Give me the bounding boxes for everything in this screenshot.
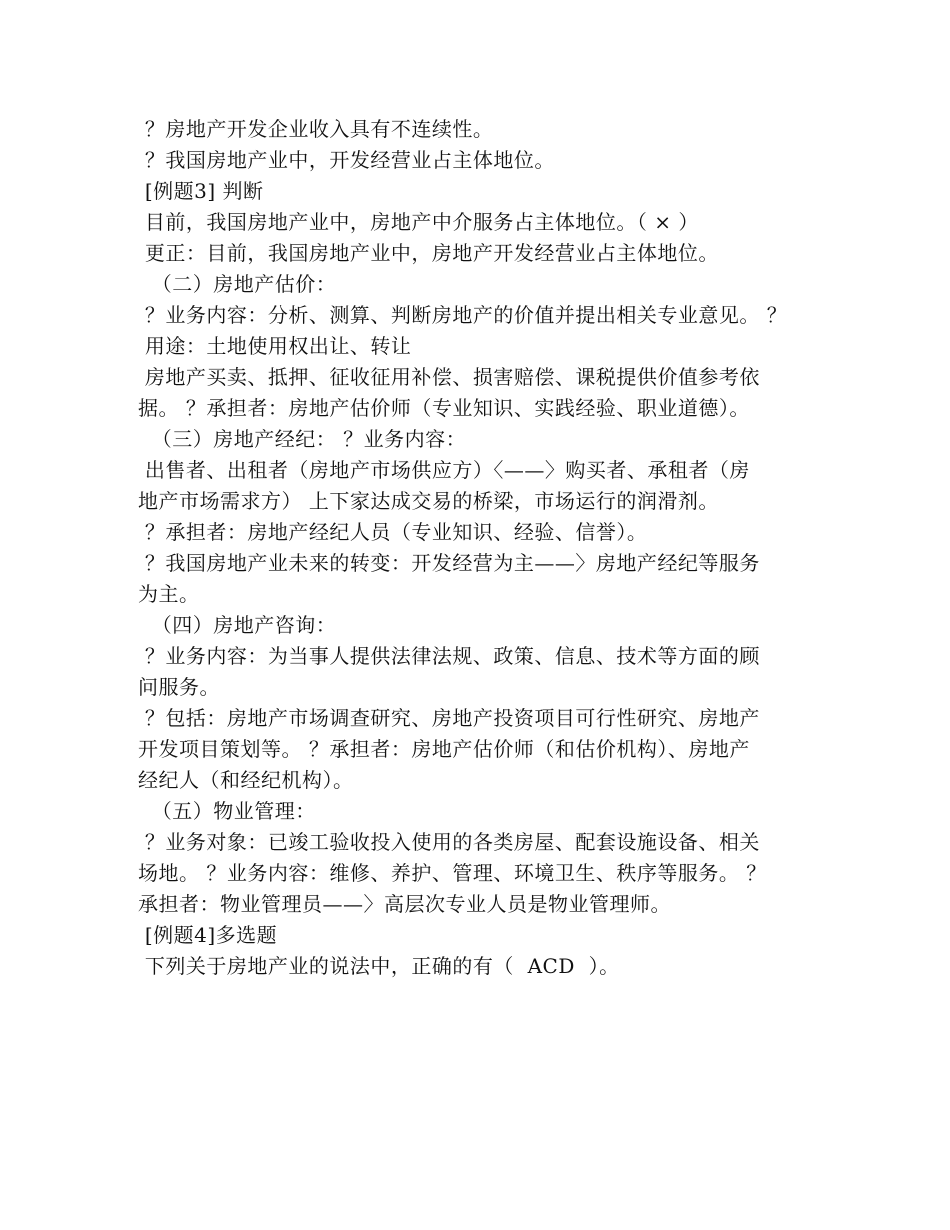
text-line: 目前，我国房地产业中，房地产中介服务占主体地位。（ × ）	[138, 210, 699, 234]
text-line: 地产市场需求方） 上下家达成交易的桥梁，市场运行的润滑剂。	[138, 489, 719, 513]
text-line: [例题3] 判断	[138, 179, 264, 203]
text-line: [例题4]多选题	[138, 923, 278, 947]
text-line: 问服务。	[138, 675, 220, 699]
text-line: 更正：目前，我国房地产业中，房地产开发经营业占主体地位。	[138, 241, 719, 265]
section-heading: （五）物业管理：	[138, 799, 316, 823]
text-line: 下列关于房地产业的说法中，正确的有（ ACD ）。	[138, 954, 620, 978]
text-line: 开发项目策划等。 ？承担者：房地产估价师（和估价机构）、房地产	[138, 737, 750, 761]
text-line: ？包括：房地产市场调查研究、房地产投资项目可行性研究、房地产	[138, 706, 760, 730]
text-line: ？业务内容：分析、测算、判断房地产的价值并提出相关专业意见。 ？	[138, 303, 788, 327]
text-line: ？承担者：房地产经纪人员（专业知识、经验、信誉）。	[138, 520, 648, 544]
document-body	[138, 114, 828, 982]
text-line: 用途：土地使用权出让、转让	[138, 334, 412, 358]
section-heading: （三）房地产经纪： ？业务内容：	[138, 427, 467, 451]
text-line: ？我国房地产业未来的转变：开发经营为主——〉房地产经纪等服务	[138, 551, 760, 575]
text-line: ？业务对象：已竣工验收投入使用的各类房屋、配套设施设备、相关	[138, 830, 760, 854]
text-line: 承担者：物业管理员——〉高层次专业人员是物业管理师。	[138, 892, 671, 916]
text-line: 为主。	[138, 582, 200, 606]
text-line: 据。 ？承担者：房地产估价师（专业知识、实践经验、职业道德）。	[138, 396, 750, 420]
section-heading: （二）房地产估价：	[138, 272, 337, 296]
section-heading: （四）房地产咨询：	[138, 613, 337, 637]
text-line: ？业务内容：为当事人提供法律法规、政策、信息、技术等方面的顾	[138, 644, 760, 668]
text-line: ？房地产开发企业收入具有不连续性。	[138, 117, 494, 141]
text-line: ？我国房地产业中，开发经营业占主体地位。	[138, 148, 555, 172]
text-line: 场地。 ？业务内容：维修、养护、管理、环境卫生、秩序等服务。 ？	[138, 861, 767, 885]
text-line: 出售者、出租者（房地产市场供应方）〈——〉购买者、承租者（房	[138, 458, 750, 482]
text-line: 经纪人（和经纪机构）。	[138, 768, 354, 792]
text-line: 房地产买卖、抵押、征收征用补偿、损害赔偿、课税提供价值参考依	[138, 365, 760, 389]
